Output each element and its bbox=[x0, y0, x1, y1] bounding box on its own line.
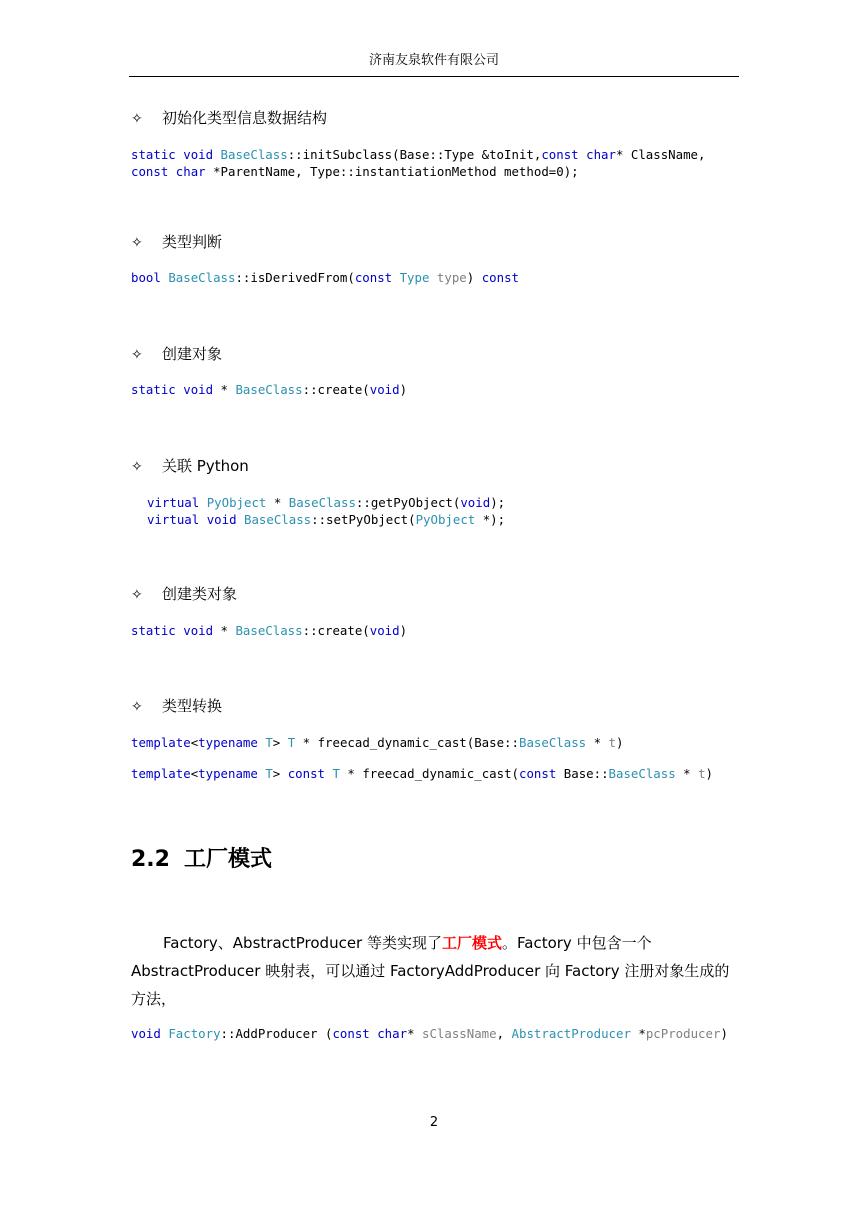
code-line-dynamic-cast-const: template<typename T> const T * freecad_dynamic_cast(const Base::BaseClass * t) bbox=[131, 766, 714, 781]
code-line: static void * BaseClass::create(void) bbox=[131, 382, 408, 397]
diamond-star-icon: ✧ bbox=[131, 587, 143, 603]
diamond-star-icon: ✧ bbox=[131, 111, 143, 127]
bullet-title: 类型转换 bbox=[162, 697, 223, 715]
diamond-star-icon: ✧ bbox=[131, 459, 143, 475]
page-header: 济南友泉软件有限公司 bbox=[368, 53, 499, 68]
code-block-create-class bbox=[131, 622, 407, 639]
highlighted-term: 工厂模式 bbox=[442, 934, 503, 952]
code-line: bool BaseClass::isDerivedFrom(const Type type) const bbox=[131, 270, 519, 285]
bullet-title: 关联 Python bbox=[162, 457, 249, 475]
bullet-item-type-check bbox=[131, 232, 222, 253]
section-title-text: 工厂模式 bbox=[184, 847, 273, 872]
code-line: virtual void BaseClass::setPyObject(PyObject *); bbox=[147, 512, 506, 527]
body-paragraph: Factory、AbstractProducer 等类实现了工厂模式。Factory 中包含一个 AbstractProducer 映射表，可以通过 FactoryAddProducer 向 Factory 注册对象生成的方法， bbox=[131, 934, 730, 1008]
diamond-star-icon: ✧ bbox=[131, 699, 143, 715]
code-block-pyobject bbox=[147, 494, 505, 528]
header-rule bbox=[129, 76, 739, 77]
bullet-title: 创建对象 bbox=[162, 345, 223, 363]
diamond-star-icon: ✧ bbox=[131, 347, 143, 363]
section-heading bbox=[131, 845, 272, 875]
code-block-create bbox=[131, 381, 407, 398]
bullet-title: 初始化类型信息数据结构 bbox=[162, 109, 328, 127]
code-block-init-subclass bbox=[131, 146, 705, 180]
bullet-item-create-class-object bbox=[131, 584, 237, 605]
bullet-item-type-cast bbox=[131, 696, 222, 717]
section-number: 2.2 bbox=[131, 847, 170, 872]
diamond-star-icon: ✧ bbox=[131, 235, 143, 251]
bullet-item-init-subclass bbox=[131, 108, 327, 129]
bullet-title: 创建类对象 bbox=[162, 585, 238, 603]
code-line: virtual PyObject * BaseClass::getPyObject(void); bbox=[147, 495, 506, 510]
code-line: const char *ParentName, Type::instantiationMethod method=0); bbox=[131, 164, 579, 179]
code-line-dynamic-cast: template<typename T> T * freecad_dynamic_cast(Base::BaseClass * t) bbox=[131, 735, 624, 750]
code-line-add-producer: void Factory::AddProducer (const char* sClassName, AbstractProducer *pcProducer) bbox=[131, 1026, 728, 1041]
bullet-title: 类型判断 bbox=[162, 233, 223, 251]
code-line: static void * BaseClass::create(void) bbox=[131, 623, 408, 638]
bullet-item-python bbox=[131, 456, 249, 477]
code-line: static void BaseClass::initSubclass(Base::Type &toInit,const char* ClassName, bbox=[131, 147, 706, 162]
page-number: 2 bbox=[429, 1115, 439, 1130]
bullet-item-create-object bbox=[131, 344, 222, 365]
code-block-is-derived-from bbox=[131, 269, 519, 286]
